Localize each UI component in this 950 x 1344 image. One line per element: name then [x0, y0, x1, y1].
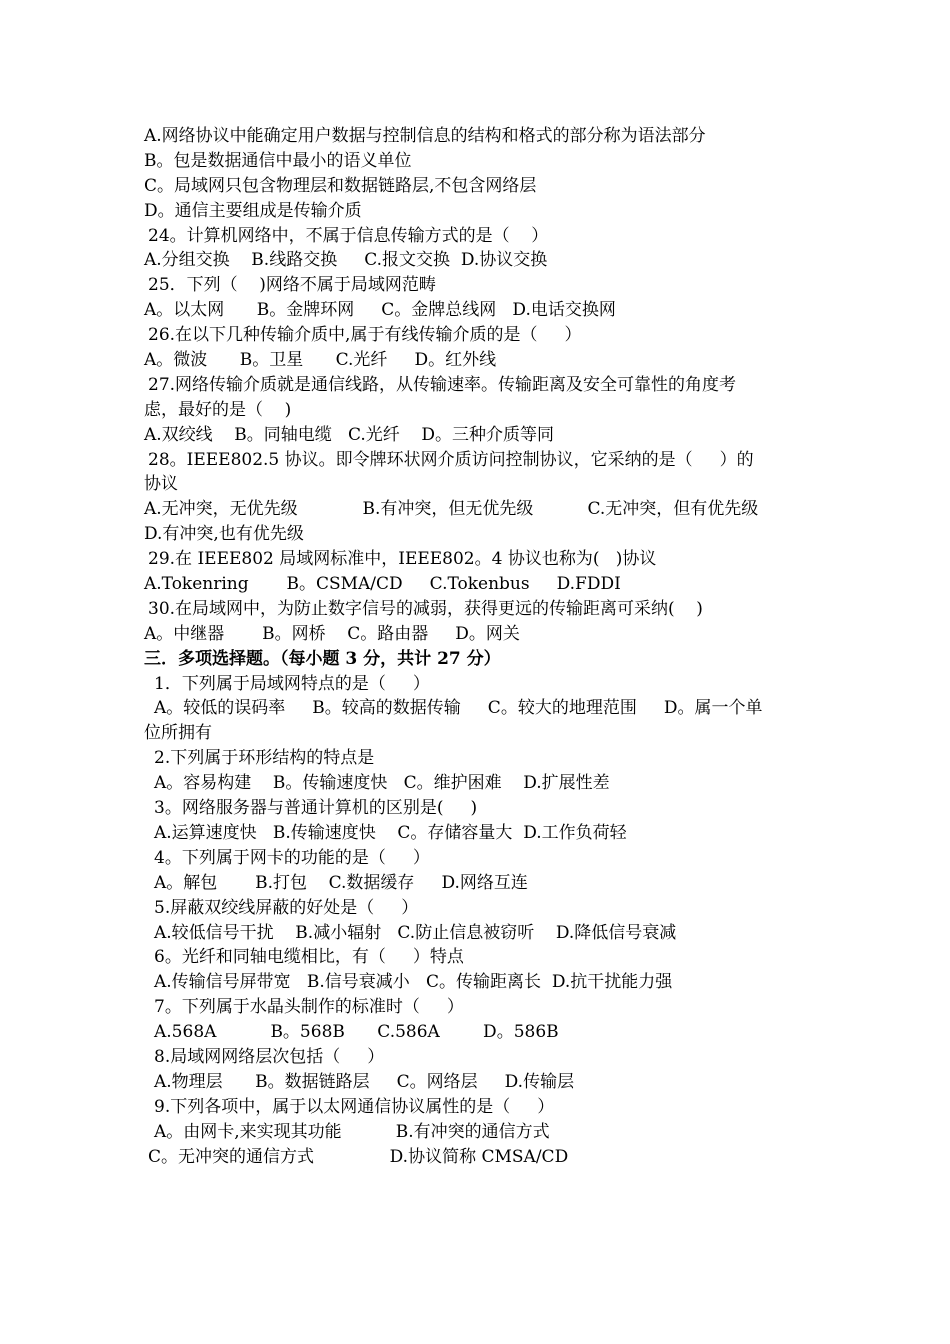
- text-line: 25．下列（ )网络不属于局域网范畴: [148, 275, 436, 296]
- text-line: 3。网络服务器与普通计算机的区别是( ): [154, 798, 478, 819]
- text-line: A.双绞线 B。同轴电缆 C.光纤 D。三种介质等同: [144, 424, 555, 445]
- text-line: 6。光纤和同轴电缆相比，有（ ）特点: [154, 947, 464, 968]
- text-line: A。以太网 B。金牌环网 C。金牌总线网 D.电话交换网: [144, 300, 616, 321]
- text-line: A.较低信号干扰 B.减小辐射 C.防止信息被窃听 D.降低信号衰减: [154, 922, 677, 943]
- text-line: 5.屏蔽双绞线屏蔽的好处是（ ）: [154, 897, 419, 918]
- text-line: A。由网卡,来实现其功能 B.有冲突的通信方式: [154, 1121, 550, 1142]
- text-line: A.568A B。568B C.586A D。586B: [154, 1022, 559, 1043]
- text-line: 4。下列属于网卡的功能的是（ ）: [154, 847, 430, 868]
- text-line: A.Tokenring B。CSMA/CD C.Tokenbus D.FDDI: [144, 574, 621, 595]
- text-line: D.有冲突,也有优先级: [144, 524, 304, 545]
- text-line: A.网络协议中能确定用户数据与控制信息的结构和格式的部分称为语法部分: [144, 126, 706, 146]
- text-line: D。通信主要组成是传输介质: [144, 200, 362, 221]
- document-page: [144, 124, 814, 1169]
- text-line: 虑，最好的是（ ): [144, 399, 292, 420]
- text-line: C。无冲突的通信方式 D.协议简称 CMSA/CD: [148, 1146, 569, 1167]
- text-line: C。局域网只包含物理层和数据链路层,不包含网络层: [144, 175, 537, 196]
- text-line: A.物理层 B。数据链路层 C。网络层 D.传输层: [154, 1071, 575, 1092]
- text-line: 9.下列各项中，属于以太网通信协议属性的是（ ）: [154, 1096, 555, 1117]
- text-line: 27.网络传输介质就是通信线路，从传输速率。传输距离及安全可靠性的角度考: [148, 374, 737, 395]
- text-line: 7。下列属于水晶头制作的标准时（ ）: [154, 997, 464, 1018]
- text-line: A.无冲突，无优先级 B.有冲突，但无优先级 C.无冲突，但有优先级: [144, 499, 759, 520]
- text-line: B。包是数据通信中最小的语义单位: [144, 150, 412, 171]
- text-line: A.传输信号屏带宽 B.信号衰减小 C。传输距离长 D.抗干扰能力强: [154, 972, 673, 993]
- text-line: A。中继器 B。网桥 C。路由器 D。网关: [144, 623, 520, 644]
- text-line: 26.在以下几种传输介质中,属于有线传输介质的是（ ）: [148, 325, 582, 346]
- text-line: A。较低的误码率 B。较高的数据传输 C。较大的地理范围 D。属一个单: [154, 698, 763, 719]
- text-line: 8.局域网网络层次包括（ ）: [154, 1046, 385, 1067]
- text-line: 2.下列属于环形结构的特点是: [154, 748, 375, 769]
- text-line: 协议: [144, 474, 178, 495]
- text-line: A.分组交换 B.线路交换 C.报文交换 D.协议交换: [144, 250, 548, 271]
- text-line: 30.在局域网中，为防止数字信号的减弱，获得更远的传输距离可采纳( ): [148, 598, 703, 619]
- text-line: 29.在 IEEE802 局域网标准中，IEEE802。4 协议也称为( )协议: [148, 549, 657, 570]
- section-heading: 三．多项选择题。（每小题 3 分，共计 27 分）: [144, 648, 501, 669]
- text-line: A.运算速度快 B.传输速度快 C。存储容量大 D.工作负荷轻: [154, 822, 627, 843]
- text-line: 28。IEEE802.5 协议。即令牌环状网介质访问控制协议，它采纳的是（ ）的: [148, 449, 754, 470]
- text-line: 1．下列属于局域网特点的是（ ）: [154, 673, 430, 694]
- text-line: 24。计算机网络中，不属于信息传输方式的是（ ）: [148, 225, 549, 246]
- text-line: A。解包 B.打包 C.数据缓存 D.网络互连: [154, 872, 528, 893]
- text-line: A。微波 B。卫星 C.光纤 D。红外线: [144, 350, 497, 371]
- text-line: 位所拥有: [144, 723, 212, 744]
- text-line: A。容易构建 B。传输速度快 C。维护困难 D.扩展性差: [154, 773, 610, 794]
